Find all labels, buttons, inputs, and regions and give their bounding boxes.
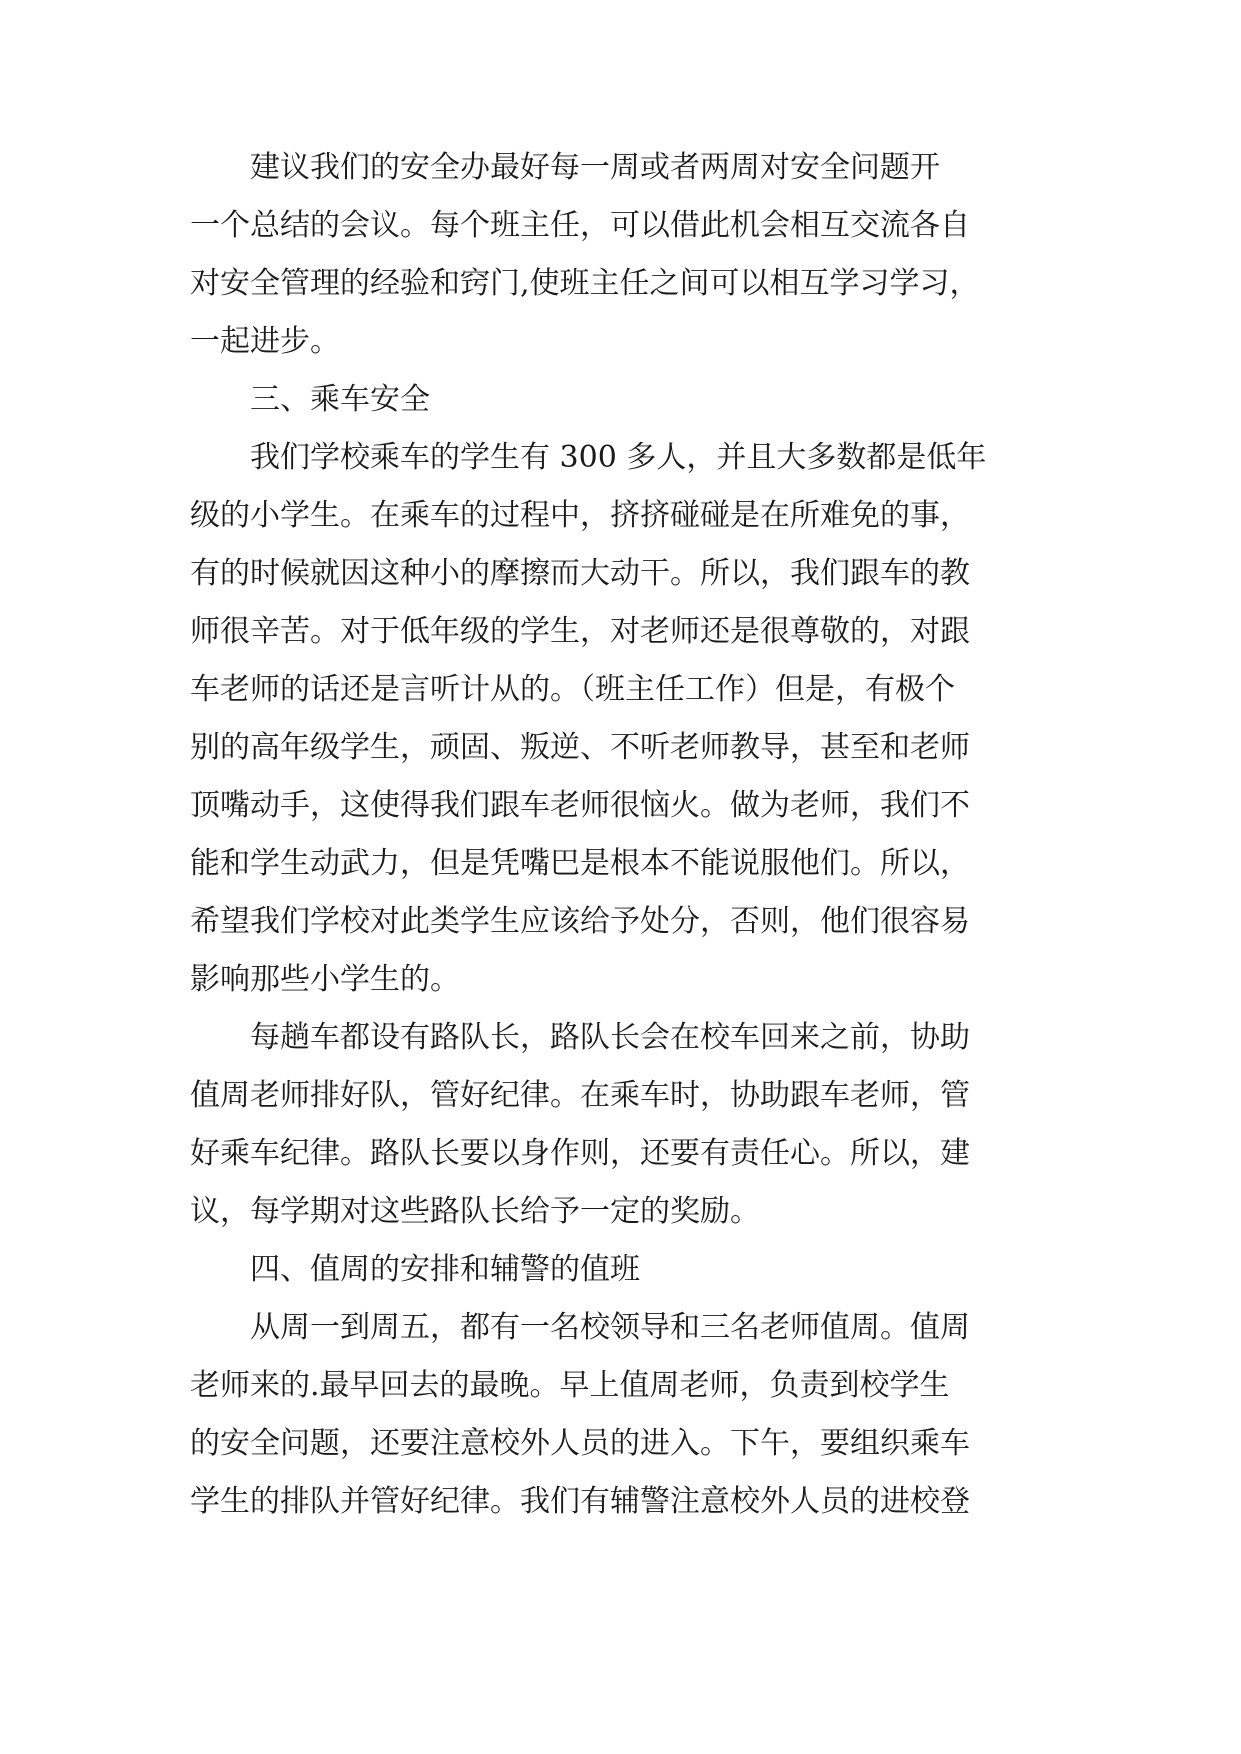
paragraph-line: 每趟车都设有路队长，路队长会在校车回来之前，协助 (250, 1020, 970, 1055)
paragraph-line: 级的小学生。在乘车的过程中，挤挤碰碰是在所难免的事， (190, 498, 970, 533)
paragraph-line: 的安全问题，还要注意校外人员的进入。下午，要组织乘车 (190, 1426, 970, 1461)
paragraph-line: 议，每学期对这些路队长给予一定的奖励。 (190, 1194, 760, 1229)
paragraph-line: 一个总结的会议。每个班主任，可以借此机会相互交流各自 (190, 208, 970, 243)
paragraph-line: 好乘车纪律。路队长要以身作则，还要有责任心。所以，建 (190, 1136, 970, 1171)
paragraph-line: 学生的排队并管好纪律。我们有辅警注意校外人员的进校登 (190, 1484, 970, 1519)
section-heading: 四、值周的安排和辅警的值班 (250, 1252, 640, 1287)
paragraph-line: 我们学校乘车的学生有 300 多人，并且大多数都是低年 (250, 440, 987, 475)
paragraph-line: 一起进步。 (190, 324, 340, 359)
paragraph-line: 有的时候就因这种小的摩擦而大动干。所以，我们跟车的教 (190, 556, 970, 591)
paragraph-line: 对安全管理的经验和窍门,使班主任之间可以相互学习学习， (190, 266, 980, 301)
section-heading: 三、乘车安全 (250, 382, 430, 417)
paragraph-line: 顶嘴动手，这使得我们跟车老师很恼火。做为老师，我们不 (190, 788, 970, 823)
paragraph-line: 建议我们的安全办最好每一周或者两周对安全问题开 (250, 150, 940, 185)
paragraph-line: 车老师的话还是言听计从的。（班主任工作）但是，有极个 (190, 672, 955, 707)
paragraph-line: 从周一到周五，都有一名校领导和三名老师值周。值周 (250, 1310, 970, 1345)
paragraph-line: 影响那些小学生的。 (190, 962, 460, 997)
paragraph-line: 能和学生动武力，但是凭嘴巴是根本不能说服他们。所以， (190, 846, 970, 881)
paragraph-line: 师很辛苦。对于低年级的学生，对老师还是很尊敬的，对跟 (190, 614, 970, 649)
paragraph-line: 希望我们学校对此类学生应该给予处分，否则，他们很容易 (190, 904, 970, 939)
paragraph-line: 值周老师排好队，管好纪律。在乘车时，协助跟车老师，管 (190, 1078, 970, 1113)
paragraph-line: 别的高年级学生，顽固、叛逆、不听老师教导，甚至和老师 (190, 730, 970, 765)
paragraph-line: 老师来的.最早回去的最晚。早上值周老师，负责到校学生 (190, 1368, 950, 1403)
